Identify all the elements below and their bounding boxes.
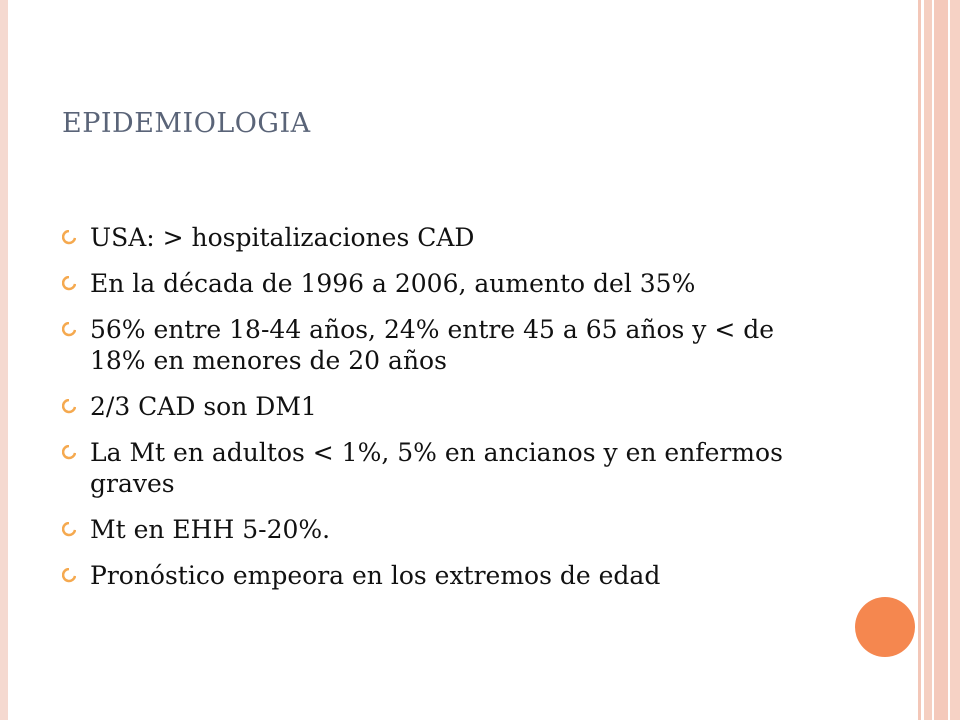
hollow-circle-bullet-icon — [62, 276, 76, 292]
bullet-item — [62, 560, 822, 591]
bullet-text: La Mt en adultos < 1%, 5% en ancianos y en enfermos graves — [90, 438, 783, 498]
bullet-list — [62, 222, 822, 606]
bullet-text: En la década de 1996 a 2006, aumento del 35% — [90, 269, 696, 298]
orange-circle-icon — [855, 597, 915, 657]
hollow-circle-bullet-icon — [62, 399, 76, 415]
bullet-item — [62, 268, 822, 299]
bullet-item — [62, 437, 822, 499]
hollow-circle-bullet-icon — [62, 445, 76, 461]
hollow-circle-bullet-icon — [62, 568, 76, 584]
bullet-text: 56% entre 18-44 años, 24% entre 45 a 65 años y < de 18% en menores de 20 años — [90, 315, 775, 375]
right-border-stripes — [918, 0, 960, 720]
bullet-text: 2/3 CAD son DM1 — [90, 392, 317, 421]
hollow-circle-bullet-icon — [62, 522, 76, 538]
slide-title: EPIDEMIOLOGIA — [62, 108, 311, 139]
hollow-circle-bullet-icon — [62, 322, 76, 338]
bullet-text: USA: > hospitalizaciones CAD — [90, 223, 475, 252]
bullet-item — [62, 222, 822, 253]
bullet-item — [62, 314, 822, 376]
bullet-text: Pronóstico empeora en los extremos de edad — [90, 561, 661, 590]
bullet-item — [62, 514, 822, 545]
bullet-text: Mt en EHH 5-20%. — [90, 515, 331, 544]
hollow-circle-bullet-icon — [62, 230, 76, 246]
bullet-item — [62, 391, 822, 422]
left-border-stripe — [0, 0, 8, 720]
